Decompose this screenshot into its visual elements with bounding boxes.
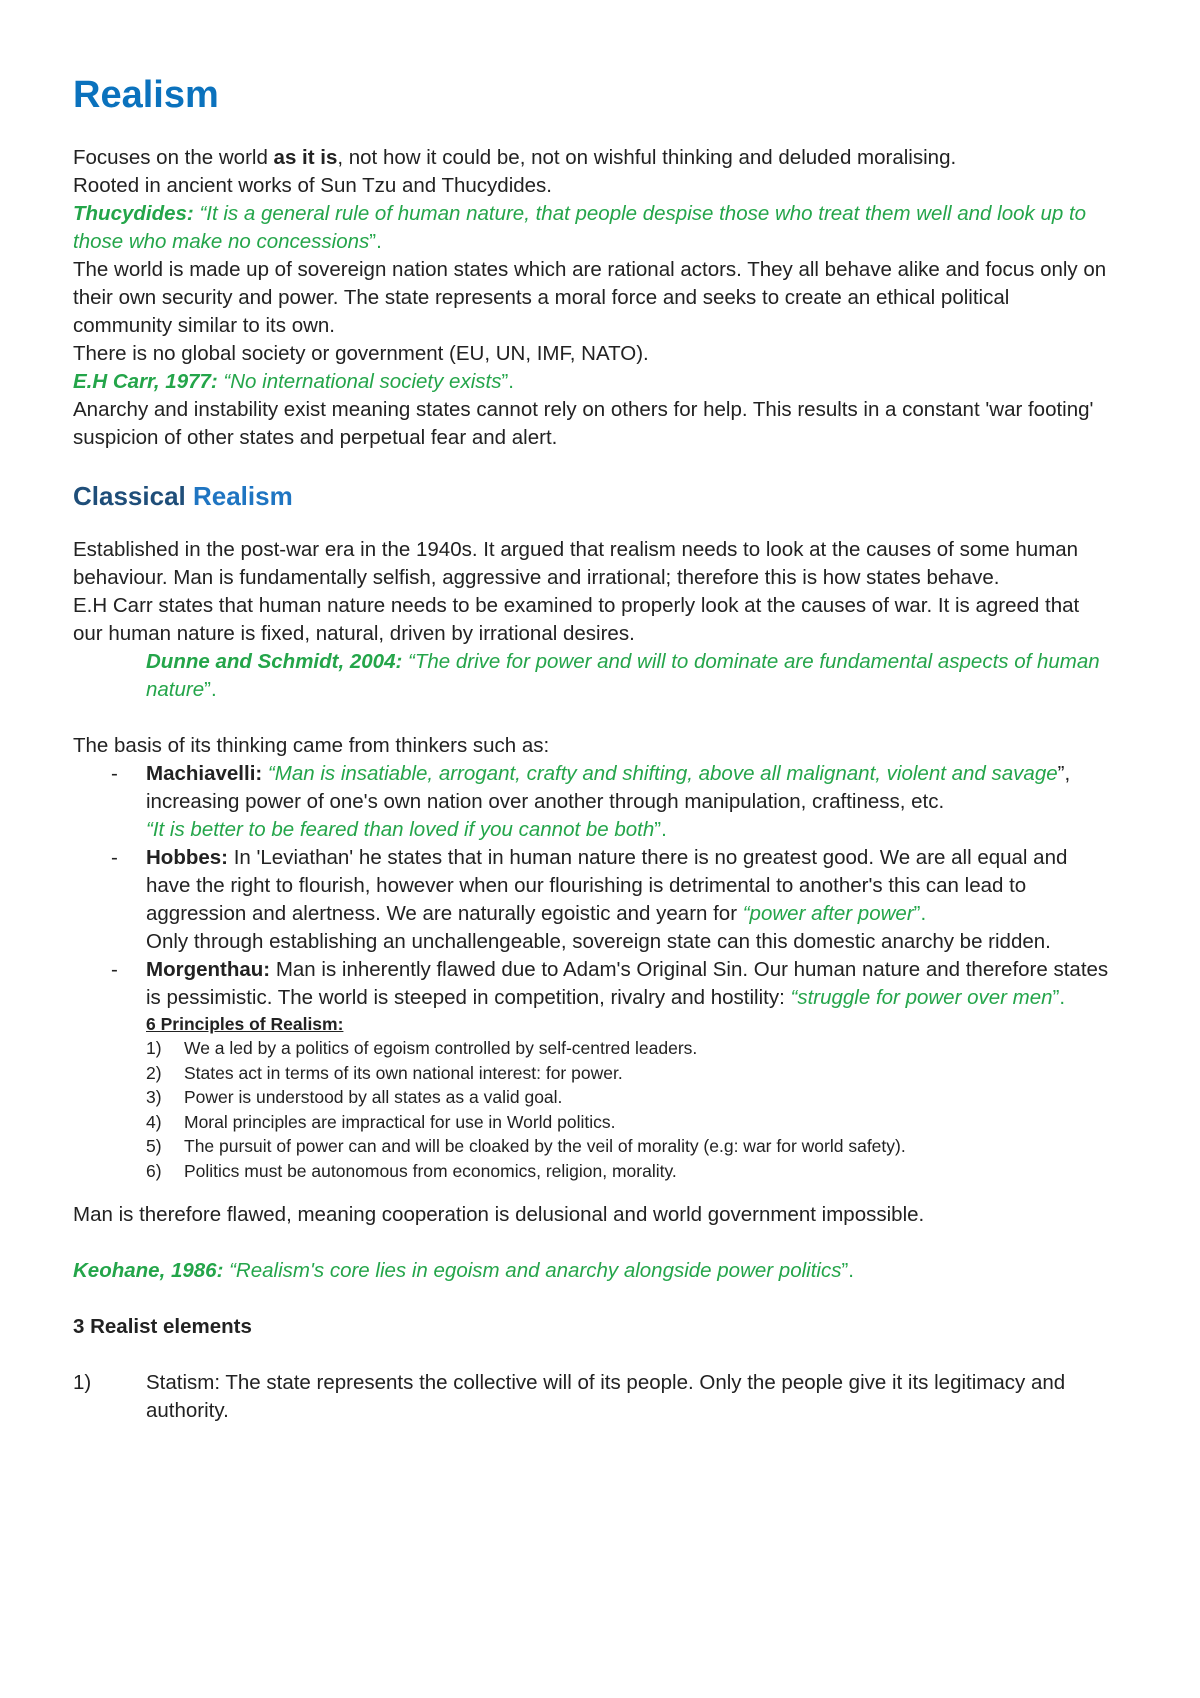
bullet-dash: -: [111, 846, 118, 869]
thinkers-intro: The basis of its thinking came from thinkers such as:: [73, 734, 550, 757]
section-heading-classical-realism: Classical Realism: [73, 481, 293, 511]
quote-thucydides: Thucydides: “It is a general rule of human nature, that people despise those who treat them well and look up to those who make no concessions”.: [73, 202, 1087, 253]
principles-list: [146, 1036, 1112, 1183]
principle-item: 6) Politics must be autonomous from economics, religion, morality.: [146, 1160, 677, 1181]
bullet-dash: -: [111, 958, 118, 981]
list-item-machiavelli: - Machiavelli: “Man is insatiable, arrogant, crafty and shifting, above all malignant, violent and savage”, increasing power of one's own nation over another through manipulation, craftiness, etc. “It is better to be feared than loved if you cannot be both”.: [73, 760, 1112, 844]
list-item-statism: 1) Statism: The state represents the collective will of its people. Only the people give it its legitimacy and authority.: [73, 1371, 1066, 1422]
section-heading-realist-elements: 3 Realist elements: [73, 1315, 252, 1338]
principle-item: 1) We a led by a politics of egoism controlled by self-centred leaders.: [146, 1038, 698, 1058]
principle-item: 2) States act in terms of its own national interest: for power.: [146, 1062, 623, 1083]
principles-title: 6 Principles of Realism:: [146, 1014, 344, 1034]
intro-paragraph: Focuses on the world as it is, not how it could be, not on wishful thinking and deluded moralising.: [73, 146, 957, 169]
intro-no-global-society: There is no global society or government (EU, UN, IMF, NATO).: [73, 342, 649, 365]
classical-paragraph-2: E.H Carr states that human nature needs to be examined to properly look at the causes of war. It is agreed that our human nature is fixed, natural, driven by irrational desires.: [73, 594, 1080, 645]
bullet-dash: -: [111, 762, 118, 785]
intro-sovereign-states: The world is made up of sovereign nation states which are rational actors. They all behave alike and focus only on their own security and power. The state represents a moral force and seeks to create an ethical political community similar to its own.: [73, 258, 1107, 337]
classical-paragraph-1: Established in the post-war era in the 1940s. It argued that realism needs to look at the causes of some human behaviour. Man is fundamentally selfish, aggressive and irrational; therefore this is how states behave.: [73, 538, 1079, 589]
principle-item: 5) The pursuit of power can and will be cloaked by the veil of morality (e.g: war for world safety).: [146, 1136, 906, 1156]
quote-keohane: Keohane, 1986: “Realism's core lies in egoism and anarchy alongside power politics”.: [73, 1259, 855, 1282]
intro-anarchy: Anarchy and instability exist meaning states cannot rely on others for help. This results in a constant 'war footing' suspicion of other states and perpetual fear and alert.: [73, 398, 1094, 449]
list-item-morgenthau: - Morgenthau: Man is inherently flawed due to Adam's Original Sin. Our human nature and therefore states is pessimistic. The world is steeped in competition, rivalry and hostility: “struggle for power over men”. 6 Principles of Realism: 1) We a led by a politics of egoism controlled by self-centred leaders. 2) States act in terms of its own national interest: for power. 3) Power is understood by all states as a valid goal. 4) Moral principles are impractical for use in World politics. 5) The pursuit of power can and will be cloaked by the veil of morality (e.g: war for world safety). 6) Politics must be autonomous from economics, religion, morality.: [73, 956, 1112, 1183]
principle-item: 3) Power is understood by all states as a valid goal.: [146, 1087, 563, 1107]
conclusion-paragraph: Man is therefore flawed, meaning cooperation is delusional and world government impossible.: [73, 1203, 925, 1226]
intro-roots: Rooted in ancient works of Sun Tzu and Thucydides.: [73, 174, 552, 197]
quote-carr: E.H Carr, 1977: “No international society exists”.: [73, 370, 514, 393]
quote-dunne-schmidt: Dunne and Schmidt, 2004: “The drive for power and will to dominate are fundamental aspects of human nature”.: [146, 650, 1100, 701]
principle-item: 4) Moral principles are impractical for use in World politics.: [146, 1111, 616, 1132]
page-title: Realism: [73, 74, 219, 116]
list-item-hobbes: - Hobbes: In 'Leviathan' he states that in human nature there is no greatest good. We are all equal and have the right to flourish, however when our flourishing is detrimental to another's this can lead to aggression and alertness. We are naturally egoistic and yearn for “power after power”. Only through establishing an unchallengeable, sovereign state can this domestic anarchy be ridden.: [73, 844, 1112, 956]
